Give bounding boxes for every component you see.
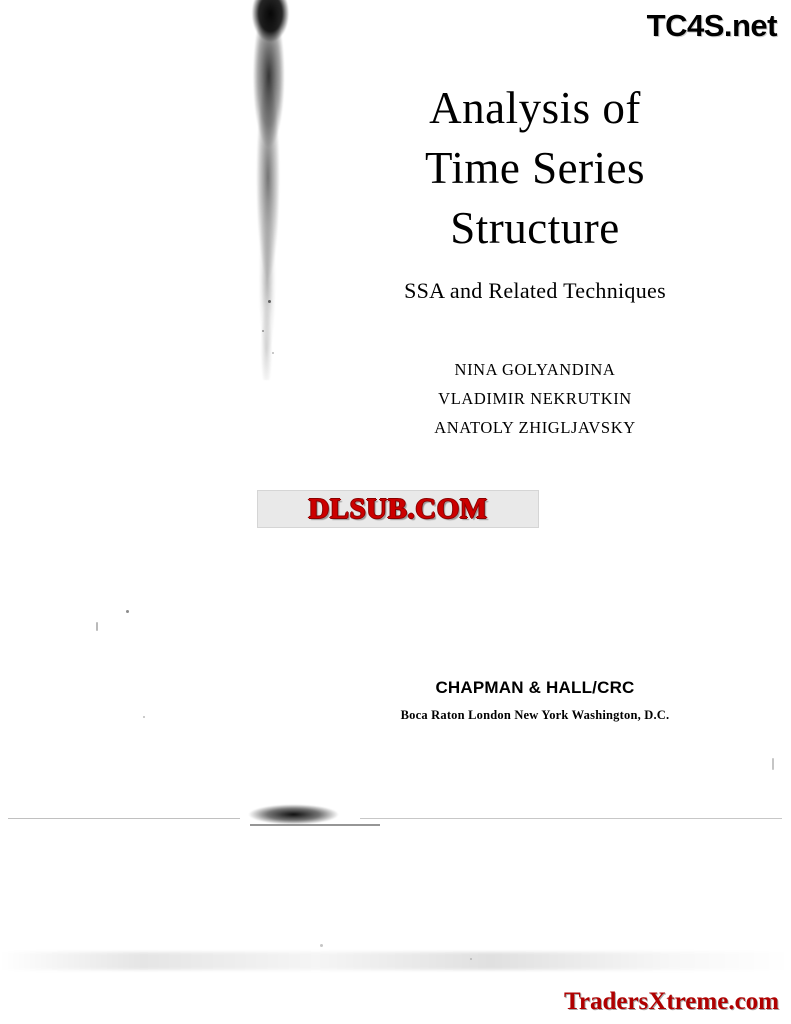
cover-title-block [300, 78, 770, 304]
scan-speck [262, 330, 264, 332]
author-name: VLADIMIR NEKRUTKIN [438, 389, 632, 408]
watermark-bottom-right: TradersXtreme.com [564, 988, 779, 1015]
cover-subtitle: SSA and Related Techniques [404, 278, 666, 303]
scan-dust [470, 958, 472, 960]
scan-edge-line-lower [250, 824, 380, 826]
scan-shadow-blob [244, 790, 362, 824]
scan-speck [272, 352, 274, 354]
scan-edge-line-right [360, 818, 782, 819]
title-line-3: Structure [450, 203, 620, 253]
watermark-stamp [258, 491, 538, 527]
scan-dust [143, 716, 145, 718]
title-line-2: Time Series [424, 143, 646, 193]
author-name: NINA GOLYANDINA [454, 360, 616, 379]
scan-shadow-bottom [0, 952, 791, 970]
scan-dust [126, 610, 129, 613]
publisher-cities: Boca Raton London New York Washington, D.C. [400, 708, 670, 722]
publisher-block [300, 678, 770, 723]
scan-dust [772, 758, 774, 770]
stamp-text: DLSUB.COM [308, 492, 488, 525]
scan-speck [268, 300, 271, 303]
author-list [300, 355, 770, 442]
watermark-top-right: TC4S.net [646, 8, 777, 43]
publisher-name: CHAPMAN & HALL/CRC [435, 678, 635, 697]
scan-edge-line-left [8, 818, 240, 819]
author-name: ANATOLY ZHIGLJAVSKY [434, 418, 636, 437]
title-line-1: Analysis of [429, 83, 641, 133]
scan-dust [320, 944, 323, 947]
scan-dust [96, 622, 98, 631]
